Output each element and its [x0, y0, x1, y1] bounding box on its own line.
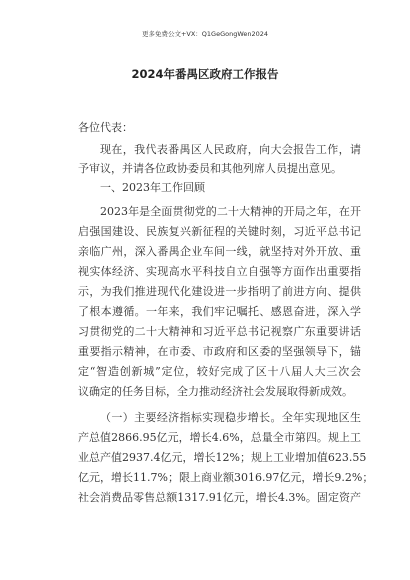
- body-line: 2023年是全面贯彻党的二十大精神的开局之年，在开: [100, 205, 361, 218]
- body-line: 习贯彻党的二十大精神和习近平总书记视察广东重要讲话: [78, 325, 361, 338]
- body-line: 亲临广州，深入番禺企业车间一线，就坚持对外开放、重: [78, 245, 361, 258]
- document-title: 2024年番禺区政府工作报告: [131, 67, 279, 81]
- body-line: 定“智造创新城”定位，较好完成了区十八届人大三次会: [78, 365, 361, 378]
- body-line: 社会消费品零售总额1317.91亿元，增长4.3%。固定资产: [78, 491, 361, 504]
- body-line: （一）主要经济指标实现稳步增长。全年实现地区生: [100, 411, 361, 424]
- body-line: 产总值2866.95亿元，增长4.6%，总量全市第四。规上工: [78, 431, 361, 444]
- salutation: 各位代表：: [78, 121, 133, 134]
- body-line: 启强国建设、民族复兴新征程的关键时刻，习近平总书记: [78, 225, 361, 238]
- body-line: 重要指示精神，在市委、市政府和区委的坚强领导下，锚: [78, 345, 361, 358]
- body-line: 亿元，增长11.7%；限上商业额3016.97亿元，增长9.2%；: [78, 471, 374, 484]
- header-note: 更多免费公文+VX：Q1GeGongWen2024: [141, 30, 269, 38]
- body-line: 予审议，并请各位政协委员和其他列席人员提出意见。: [78, 162, 342, 175]
- body-line: 视实体经济、实现高水平科技自立自强等方面作出重要指: [78, 265, 361, 278]
- section-heading: 一、2023年工作回顾: [100, 181, 205, 194]
- body-line: 议确定的任务目标，全力推动经济社会发展取得新成效。: [78, 385, 353, 398]
- body-line: 示，为我们推进现代化建设进一步指明了前进方向、提供: [78, 285, 361, 298]
- body-line: 了根本遵循。一年来，我们牢记嘱托、感恩奋进，深入学: [78, 305, 361, 318]
- body-line: 业总产值2937.4亿元，增长12%；规上工业增加值623.55: [78, 451, 367, 464]
- body-line: 现在，我代表番禺区人民政府，向大会报告工作，请: [100, 143, 361, 156]
